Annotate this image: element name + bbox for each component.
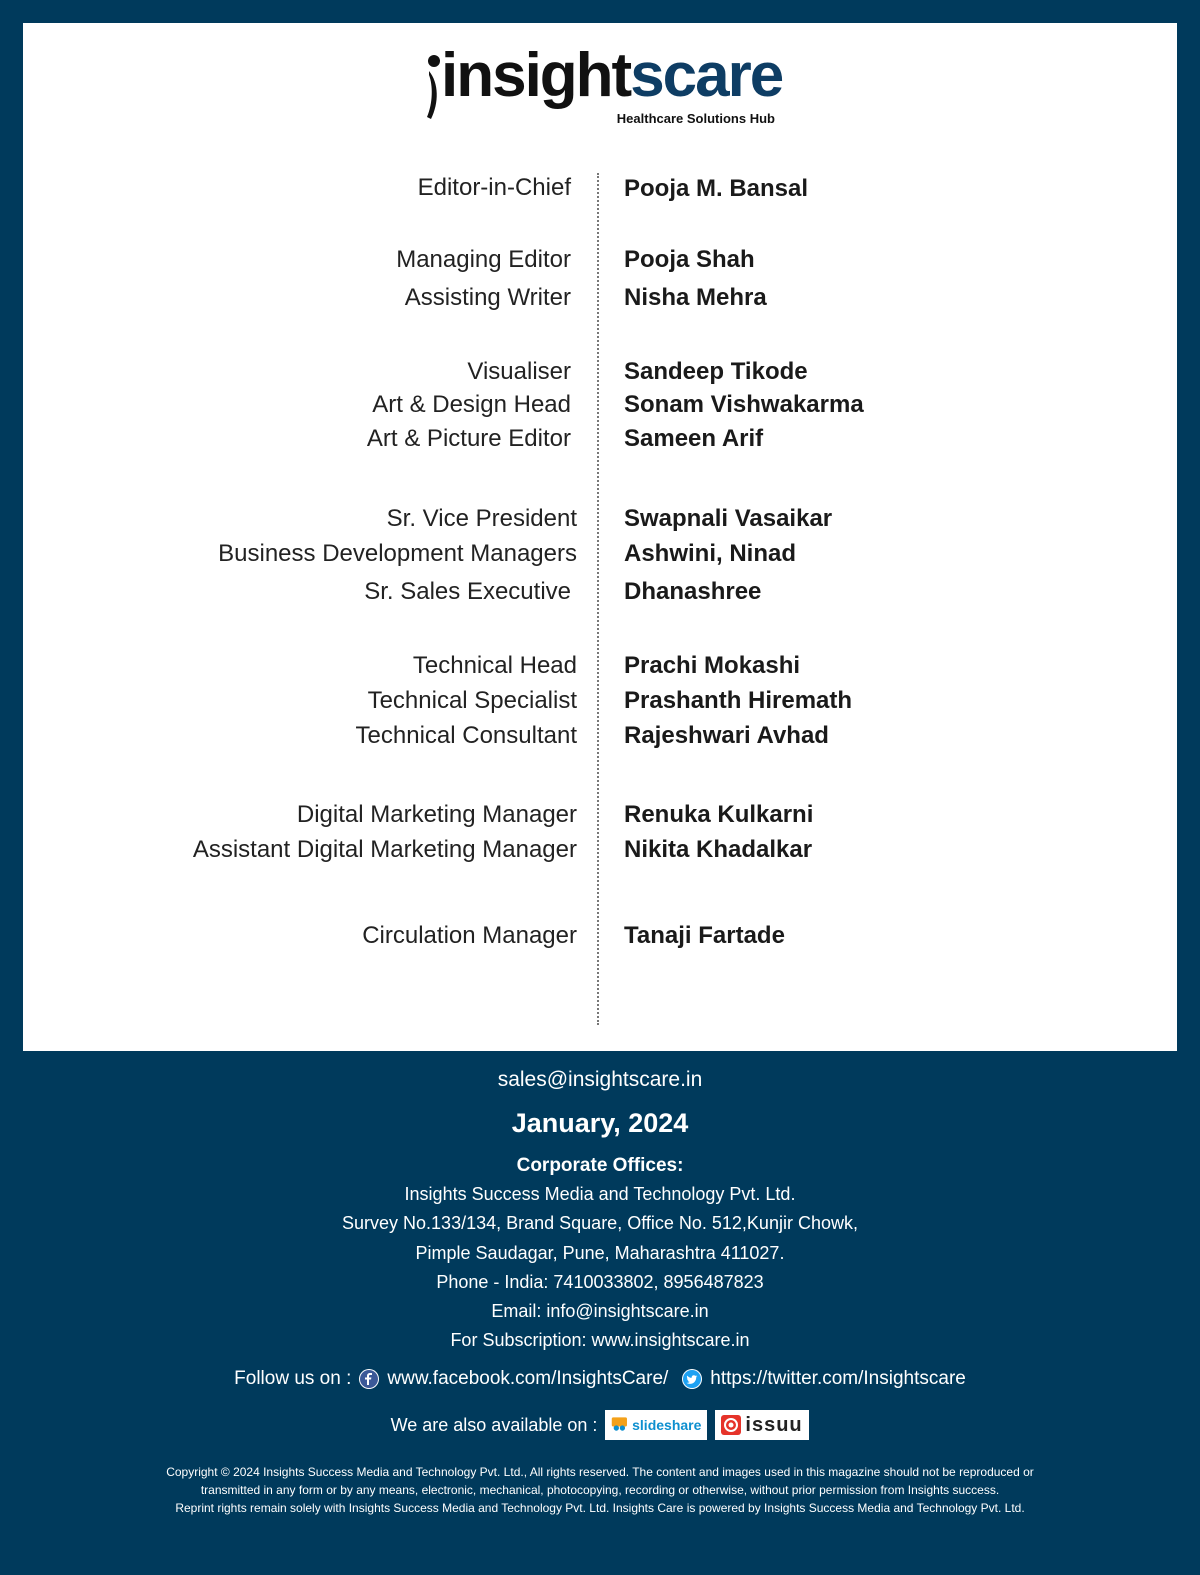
staff-name: Dhanashree: [624, 578, 762, 605]
role-label: Digital Marketing Manager: [296, 801, 577, 828]
column-divider: [597, 173, 599, 1025]
corporate-heading: Corporate Offices:: [516, 1155, 684, 1176]
role-label: Technical Consultant: [355, 722, 577, 749]
staff-name: Rajeshwari Avhad: [624, 722, 829, 749]
staff-name: Sandeep Tikode: [624, 358, 808, 385]
staff-name: Nikita Khadalkar: [624, 836, 813, 863]
staff-name: Pooja Shah: [624, 246, 755, 273]
role-label: Art & Design Head: [372, 391, 571, 418]
twitter-icon[interactable]: [682, 1369, 702, 1389]
role-label: Managing Editor: [396, 246, 571, 273]
subscription-line: For Subscription: www.insightscare.in: [450, 1330, 750, 1350]
logo-wordmark: insightscare: [441, 41, 783, 110]
address-line: Insights Success Media and Technology Pvt. Ltd.: [404, 1184, 796, 1204]
role-label: Visualiser: [467, 358, 571, 385]
staff-name: Pooja M. Bansal: [624, 175, 809, 202]
copyright-line: transmitted in any form or by any means, electronic, mechanical, photocopying, recording or otherwise, without prior permission from Insights success.: [200, 1483, 1000, 1497]
copyright-line: Copyright © 2024 Insights Success Media and Technology Pvt. Ltd., All rights reserved. The content and images used in this magazine should not be reproduced or: [166, 1465, 1034, 1479]
staff-name: Sameen Arif: [624, 425, 764, 452]
twitter-link[interactable]: https://twitter.com/Insightscare: [710, 1368, 966, 1389]
role-label: Technical Specialist: [367, 687, 577, 714]
issuu-icon: [721, 1415, 741, 1435]
staff-name: Renuka Kulkarni: [624, 801, 814, 828]
role-label: Assistant Digital Marketing Manager: [192, 836, 577, 863]
issuu-label: issuu: [745, 1413, 803, 1436]
staff-name: Nisha Mehra: [624, 284, 767, 311]
slideshare-badge[interactable]: [605, 1410, 707, 1440]
role-label: Business Development Managers: [218, 540, 577, 567]
facebook-link[interactable]: www.facebook.com/InsightsCare/: [387, 1368, 669, 1389]
slideshare-label: slideshare: [632, 1417, 702, 1433]
issue-date: January, 2024: [511, 1108, 689, 1138]
insightscare-logo: [425, 41, 785, 133]
address-line: Survey No.133/134, Brand Square, Office No. 512,Kunjir Chowk,: [342, 1213, 858, 1233]
sales-email: sales@insightscare.in: [497, 1068, 703, 1091]
staff-name: Ashwini, Ninad: [624, 540, 797, 567]
role-label: Sr. Vice President: [386, 505, 577, 532]
masthead-panel: [23, 23, 1177, 1051]
role-label: Technical Head: [412, 652, 577, 679]
available-label: We are also available on :: [390, 1414, 598, 1435]
address-line: Pimple Saudagar, Pune, Maharashtra 411027.: [415, 1243, 785, 1263]
issuu-badge[interactable]: [715, 1410, 809, 1440]
follow-label: Follow us on :: [234, 1368, 352, 1389]
role-label: Sr. Sales Executive: [364, 578, 571, 605]
staff-name: Prachi Mokashi: [624, 652, 801, 679]
logo-tagline: Healthcare Solutions Hub: [616, 111, 775, 126]
role-label: Assisting Writer: [404, 284, 571, 311]
role-label: Editor-in-Chief: [417, 174, 571, 201]
staff-name: Tanaji Fartade: [624, 922, 785, 949]
slideshare-icon: [611, 1414, 628, 1436]
staff-name: Sonam Vishwakarma: [624, 391, 864, 418]
follow-us-row: [0, 1368, 1200, 1390]
facebook-icon[interactable]: [359, 1369, 379, 1389]
role-label: Circulation Manager: [362, 922, 577, 949]
phone-line: Phone - India: 7410033802, 8956487823: [436, 1272, 764, 1292]
staff-name: Swapnali Vasaikar: [624, 505, 833, 532]
role-label: Art & Picture Editor: [366, 425, 571, 452]
email-line: Email: info@insightscare.in: [491, 1301, 709, 1321]
available-on-row: [0, 1410, 1200, 1440]
copyright-line: Reprint rights remain solely with Insights Success Media and Technology Pvt. Ltd. Insights Care is powered by Insights Success Media and Technology Pvt. Ltd.: [175, 1501, 1025, 1515]
staff-name: Prashanth Hiremath: [624, 687, 853, 714]
copyright-notice: [60, 1463, 1140, 1517]
